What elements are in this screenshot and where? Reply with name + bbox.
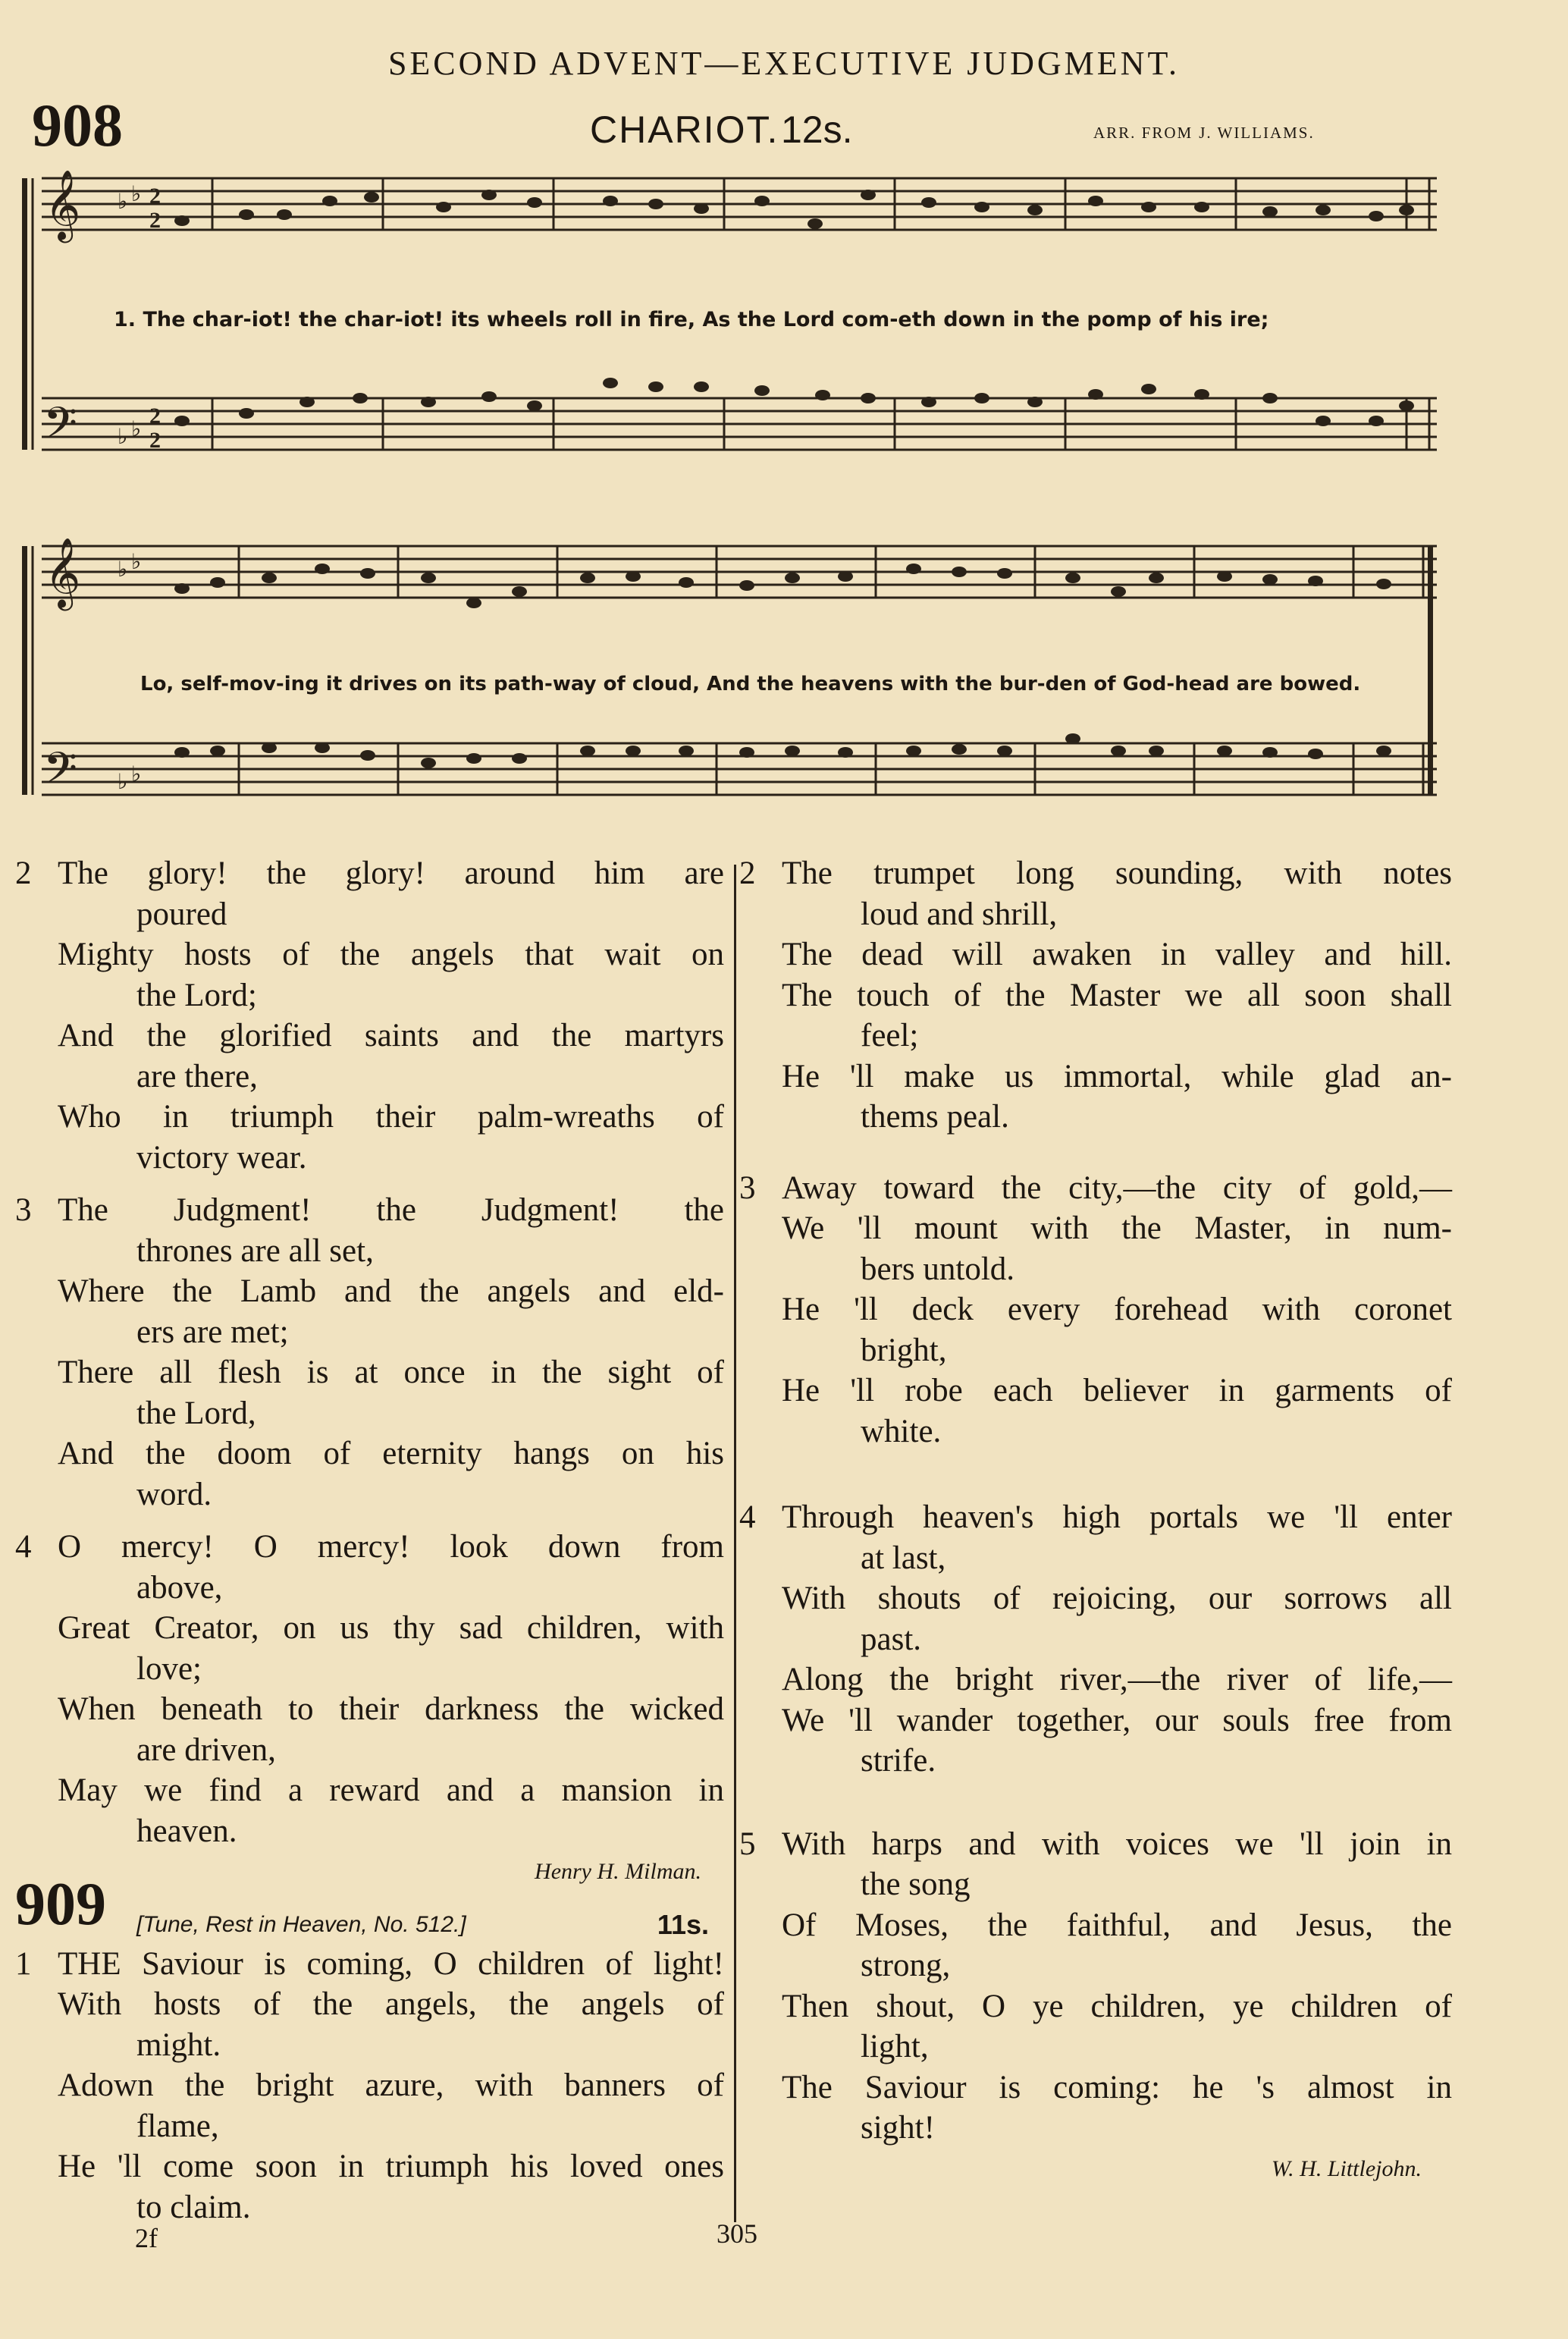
verse-line: past. [861,1621,922,1657]
stanza-number: 4 [15,1529,32,1565]
verse-line: Away toward the city,—the city of gold,— [782,1170,1452,1206]
verse-line: loud and shrill, [861,896,1058,932]
stanza-number: 2 [15,856,32,891]
svg-text:♭: ♭ [118,771,128,794]
svg-text:2: 2 [149,208,161,233]
hymn-909-number: 909 [15,1870,106,1938]
stanza-909-4 [739,1497,1452,1782]
svg-text:2: 2 [149,403,161,429]
verse-line: May we find a reward and a mansion in [58,1772,724,1808]
hymn-908-arranger [1093,120,1315,144]
verse-line: might. [136,2027,221,2063]
verse-line: The glory! the glory! around him are [58,856,724,891]
music-system-1 [19,155,1444,489]
hymn-909-author: W. H. Littlejohn. [1271,2155,1422,2181]
verse-line: With hosts of the angels, the angels of [58,1986,724,2022]
verse-line: thrones are all set, [136,1232,374,1269]
verse-line: light, [861,2029,929,2064]
svg-text:𝄞: 𝄞 [45,169,81,240]
hymn-909-meter: 11s. [657,1908,709,1940]
right-column [739,853,1452,2189]
svg-text:2: 2 [149,428,161,453]
verse-line: ers are met; [136,1314,289,1350]
verse-line: With harps and with voices we 'll join in [782,1826,1452,1862]
signature-mark: 2f [135,2223,158,2253]
verse-line: The Saviour is coming: he 's almost in [782,2069,1452,2105]
verse-line: Adown the bright azure, with banners of [58,2067,724,2103]
stanza-number: 1 [15,1945,32,1982]
verse-line: strife. [861,1743,936,1779]
verse-line: feel; [861,1018,919,1053]
stanza-number: 3 [739,1170,756,1206]
verse-line: Who in triumph their palm-wreaths of [58,1099,724,1135]
stanza-number: 2 [739,856,756,891]
svg-text:♭: ♭ [131,183,142,206]
verse-line: are there, [136,1058,258,1094]
verse-line: The touch of the Master we all soon shall [782,977,1452,1013]
svg-text:𝄢: 𝄢 [43,743,78,805]
verse-line: He 'll deck every forehead with coronet [782,1292,1452,1327]
verse-line: heaven. [136,1813,237,1849]
verse-line: When beneath to their darkness the wicked [58,1691,724,1727]
verse-line: to claim. [136,2189,251,2225]
svg-text:𝄢: 𝄢 [43,397,78,460]
verse-line: bright, [861,1332,947,1368]
verse-line: O mercy! O mercy! look down from [58,1529,724,1565]
verse-line: strong, [861,1948,951,1983]
verse-line: The trumpet long sounding, with notes [782,856,1452,891]
verse-line: thems peal. [861,1099,1009,1135]
hymn-908-meter: 12s. [781,108,853,151]
stanza-number: 3 [15,1192,32,1228]
verse-line: the Lord; [136,977,257,1013]
verse-line: the Lord, [136,1395,256,1431]
stanza-909-1 [15,1944,724,2228]
verse-line: And the glorified saints and the martyrs [58,1018,724,1053]
verse-line: Mighty hosts of the angels that wait on [58,937,724,972]
verse-line: We 'll mount with the Master, in num- [782,1210,1452,1246]
verse-line: The Judgment! the Judgment! the [58,1192,724,1228]
verse-line: He 'll come soon in triumph his loved ones [58,2149,724,2184]
verse-line: He 'll make us immortal, while glad an- [782,1058,1452,1094]
svg-text:♭: ♭ [118,558,128,582]
left-column [15,853,724,2228]
music-system-2 [19,523,1444,827]
verse-line: victory wear. [136,1139,307,1176]
verse-line: the song [861,1866,971,1902]
stanza-908-3 [15,1190,724,1515]
verse-line: sight! [861,2110,935,2146]
stanza-number: 5 [739,1826,756,1862]
verse-line: He 'll robe each believer in garments of [782,1373,1452,1408]
svg-text:2: 2 [149,184,161,209]
stanza-908-4 [15,1527,724,1851]
verse-line: at last, [861,1540,946,1576]
stanza-909-2 [739,853,1452,1138]
stanza-number: 4 [739,1499,756,1535]
verse-line: We 'll wander together, our souls free from [782,1702,1452,1738]
verse-line: bers untold. [861,1251,1015,1287]
svg-text:♭: ♭ [131,418,142,441]
verse-line: white. [861,1413,942,1449]
column-divider [734,865,736,2222]
verse-line: Through heaven's high portals we 'll enter [782,1499,1452,1535]
verse-line: Great Creator, on us thy sad children, with [58,1610,724,1646]
verse-line: THE Saviour is coming, O children of light! [58,1945,724,1982]
arranger-name: J. WILLIAMS. [1199,124,1315,142]
verse-line: There all flesh is at once in the sight of [58,1355,724,1390]
hymn-908-number: 908 [32,93,123,159]
verse-line: poured [136,896,227,932]
stanza-909-3 [739,1168,1452,1452]
verse-line: Along the bright river,—the river of life,— [782,1662,1452,1697]
stanza-908-2 [15,853,724,1178]
verse-line: love; [136,1650,202,1687]
music-lyric-line-1: 1. The char-iot! the char-iot! its wheels roll in fire, As the Lord com-eth down in the pomp of his ire; [114,308,1269,331]
arranger-prefix: ARR. FROM [1093,124,1193,142]
svg-text:𝄞: 𝄞 [45,537,81,608]
verse-line: With shouts of rejoicing, our sorrows all [782,1581,1452,1616]
verse-line: Then shout, O ye children, ye children of [782,1988,1452,2024]
running-header: SECOND ADVENT—EXECUTIVE JUDGMENT. [387,45,1181,82]
music-lyric-line-2: Lo, self-mov-ing it drives on its path-way of cloud, And the heavens with the bur-den of God-head are bowed. [140,673,1361,695]
verse-line: above, [136,1569,223,1606]
verse-line: The dead will awaken in valley and hill. [782,937,1452,972]
verse-line: Where the Lamb and the angels and eld- [58,1273,724,1309]
hymn-908-author: Henry H. Milman. [535,1859,701,1884]
verse-line: word. [136,1476,212,1512]
verse-line: flame, [136,2108,219,2144]
page-number: 305 [717,2218,757,2249]
svg-text:♭: ♭ [131,763,142,786]
verse-line: are driven, [136,1731,276,1768]
hymn-908-tune-name: CHARIOT. [590,108,779,151]
stanza-909-5 [739,1824,1452,2149]
svg-text:♭: ♭ [118,190,128,214]
hymn-909-tune-reference: [Tune, Rest in Heaven, No. 512.] [136,1911,466,1937]
svg-text:♭: ♭ [118,425,128,449]
svg-text:♭: ♭ [131,551,142,574]
verse-line: And the doom of eternity hangs on his [58,1436,724,1471]
verse-line: Of Moses, the faithful, and Jesus, the [782,1907,1452,1943]
